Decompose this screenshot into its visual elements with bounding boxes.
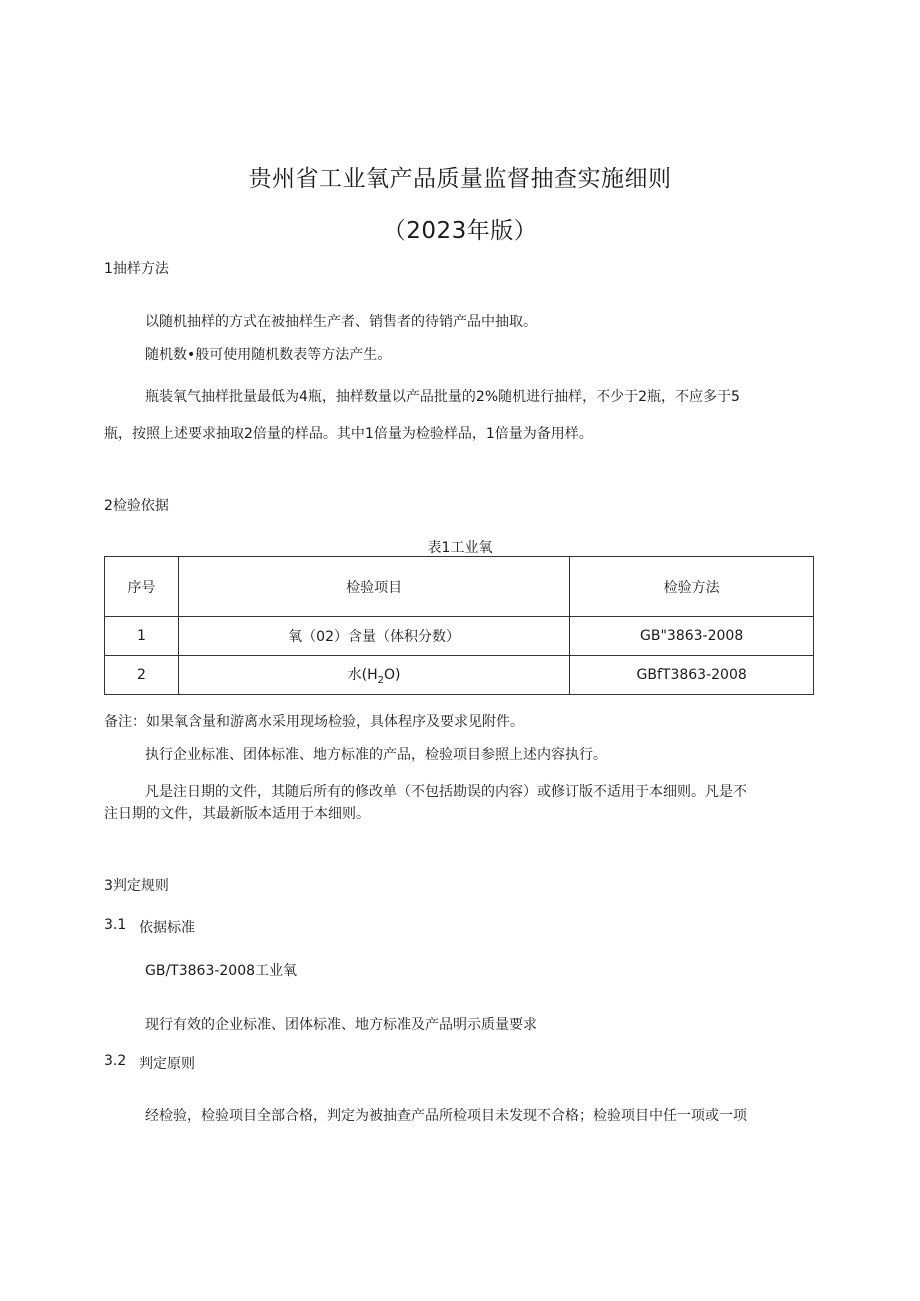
- section-3-2-paragraph-1: 经检验，检验项目全部合格，判定为被抽查产品所检项目未发现不合格；检验项目中任一项或一项: [145, 1108, 747, 1124]
- table-header-method: 检验方法: [570, 557, 814, 617]
- section-3-1-number: 3.1: [104, 917, 127, 933]
- section-3-2-number: 3.2: [104, 1053, 127, 1069]
- section-1-paragraph-2: 随机数•般可使用随机数表等方法产生。: [145, 347, 392, 363]
- document-title: 贵州省工业氧产品质量监督抽查实施细则: [248, 166, 672, 192]
- section-3-1-paragraph-1: GB/T3863-2008工业氧: [145, 963, 298, 979]
- item-subscript: 2: [377, 674, 385, 686]
- table-header-item: 检验项目: [178, 557, 569, 617]
- section-3-1-paragraph-2: 现行有效的企业标准、团体标准、地方标准及产品明示质量要求: [145, 1017, 537, 1033]
- table-cell-item: [178, 656, 569, 695]
- table-cell-method: GBfT3863-2008: [570, 656, 814, 695]
- section-3-heading: 3判定规则: [104, 878, 169, 894]
- item-text: 水(H: [347, 667, 378, 684]
- table-caption: 表1工业氧: [427, 540, 493, 556]
- section-2-paragraph-1: 执行企业标准、团体标准、地方标准的产品，检验项目参照上述内容执行。: [145, 747, 607, 763]
- table-cell-method: GB"3863-2008: [570, 617, 814, 656]
- table-header-number: 序号: [105, 557, 179, 617]
- inspection-table: [104, 556, 814, 695]
- section-3-1-title: 依据标准: [139, 920, 195, 936]
- section-1-paragraph-3-line-1: 瓶装氧气抽样批量最低为4瓶，抽样数量以产品批量的2%随机进行抽样，不少于2瓶，不应多于5: [145, 389, 740, 405]
- table-row: [105, 617, 814, 656]
- table-header-row: [105, 557, 814, 617]
- item-text-tail: O): [384, 667, 401, 684]
- section-2-paragraph-2-line-2: 注日期的文件，其最新版本适用于本细则。: [104, 806, 370, 822]
- section-2-paragraph-2-line-1: 凡是注日期的文件，其随后所有的修改单（不包括勘误的内容）或修订版不适用于本细则。凡是不: [145, 784, 747, 800]
- section-1-paragraph-3-line-2: 瓶，按照上述要求抽取2倍量的样品。其中1倍量为检验样品，1倍量为备用样。: [104, 426, 593, 442]
- section-1-paragraph-1: 以随机抽样的方式在被抽样生产者、销售者的待销产品中抽取。: [145, 314, 537, 330]
- table-cell-number: 1: [105, 617, 179, 656]
- section-1-heading: 1抽样方法: [104, 261, 169, 277]
- table-row: [105, 656, 814, 695]
- section-2-heading: 2检验依据: [104, 498, 169, 514]
- table-cell-number: 2: [105, 656, 179, 695]
- table-cell-item: 氧（02）含量（体积分数）: [178, 617, 569, 656]
- table-note: 备注：如果氧含量和游离水采用现场检验，具体程序及要求见附件。: [104, 714, 524, 730]
- document-subtitle: （2023年版）: [382, 218, 538, 244]
- section-3-2-title: 判定原则: [139, 1056, 195, 1072]
